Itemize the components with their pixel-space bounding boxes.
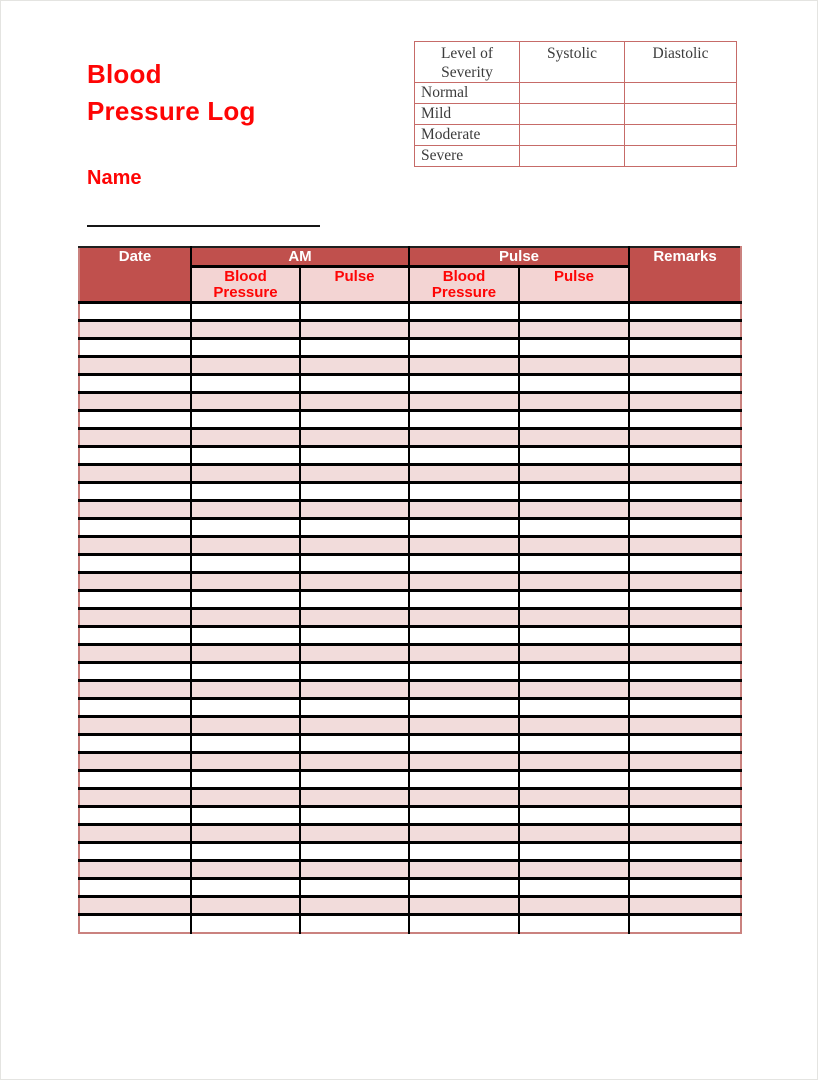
- log-cell: [79, 645, 191, 663]
- log-cell: [409, 879, 519, 897]
- log-subheader-blood-pressure-1: Blood Pressure: [191, 267, 300, 303]
- log-cell: [629, 393, 741, 411]
- log-row: [79, 537, 741, 555]
- severity-systolic-cell: [520, 146, 625, 167]
- log-cell: [409, 303, 519, 321]
- log-cell: [300, 789, 409, 807]
- log-row: [79, 915, 741, 933]
- severity-header-diastolic: Diastolic: [625, 42, 737, 83]
- log-cell: [519, 627, 629, 645]
- log-cell: [629, 681, 741, 699]
- log-cell: [629, 411, 741, 429]
- log-row: [79, 789, 741, 807]
- log-cell: [191, 861, 300, 879]
- log-cell: [79, 555, 191, 573]
- log-cell: [519, 915, 629, 933]
- page-title-line2: Pressure Log: [87, 96, 256, 126]
- log-subheader-blood-pressure-2: Blood Pressure: [409, 267, 519, 303]
- log-cell: [629, 483, 741, 501]
- log-cell: [191, 645, 300, 663]
- log-cell: [300, 375, 409, 393]
- log-cell: [409, 591, 519, 609]
- log-row: [79, 591, 741, 609]
- log-cell: [519, 393, 629, 411]
- log-cell: [79, 447, 191, 465]
- log-cell: [409, 375, 519, 393]
- log-cell: [300, 483, 409, 501]
- log-cell: [409, 555, 519, 573]
- log-cell: [79, 609, 191, 627]
- log-cell: [191, 789, 300, 807]
- log-cell: [519, 411, 629, 429]
- log-cell: [191, 807, 300, 825]
- log-cell: [409, 699, 519, 717]
- log-cell: [79, 393, 191, 411]
- log-cell: [409, 573, 519, 591]
- log-cell: [519, 375, 629, 393]
- log-cell: [519, 501, 629, 519]
- log-cell: [409, 735, 519, 753]
- log-cell: [191, 573, 300, 591]
- log-row: [79, 321, 741, 339]
- log-cell: [79, 591, 191, 609]
- log-row: [79, 843, 741, 861]
- log-cell: [519, 897, 629, 915]
- log-cell: [629, 429, 741, 447]
- log-cell: [79, 897, 191, 915]
- log-row: [79, 375, 741, 393]
- log-cell: [300, 573, 409, 591]
- log-cell: [629, 321, 741, 339]
- log-cell: [300, 501, 409, 519]
- log-cell: [79, 501, 191, 519]
- log-cell: [191, 699, 300, 717]
- log-cell: [409, 861, 519, 879]
- log-cell: [300, 753, 409, 771]
- severity-systolic-cell: [520, 125, 625, 146]
- log-row: [79, 753, 741, 771]
- log-cell: [191, 609, 300, 627]
- log-row: [79, 339, 741, 357]
- log-cell: [629, 303, 741, 321]
- log-row: [79, 861, 741, 879]
- log-cell: [519, 753, 629, 771]
- log-row: [79, 609, 741, 627]
- log-row: [79, 519, 741, 537]
- log-row: [79, 303, 741, 321]
- log-cell: [191, 915, 300, 933]
- severity-row-moderate: [415, 125, 737, 146]
- log-cell: [79, 375, 191, 393]
- log-cell: [629, 663, 741, 681]
- log-cell: [191, 393, 300, 411]
- log-cell: [519, 789, 629, 807]
- log-row: [79, 573, 741, 591]
- log-cell: [79, 699, 191, 717]
- log-cell: [191, 375, 300, 393]
- log-cell: [79, 771, 191, 789]
- log-cell: [409, 339, 519, 357]
- severity-header-level: Level of Severity: [415, 42, 520, 83]
- log-cell: [519, 663, 629, 681]
- log-cell: [629, 519, 741, 537]
- log-cell: [629, 375, 741, 393]
- log-cell: [409, 663, 519, 681]
- log-cell: [629, 645, 741, 663]
- log-cell: [191, 483, 300, 501]
- log-cell: [79, 789, 191, 807]
- log-cell: [79, 663, 191, 681]
- log-cell: [629, 825, 741, 843]
- log-cell: [191, 627, 300, 645]
- log-table: [78, 246, 742, 934]
- log-cell: [409, 843, 519, 861]
- log-cell: [629, 753, 741, 771]
- log-cell: [409, 357, 519, 375]
- log-cell: [191, 501, 300, 519]
- log-cell: [409, 447, 519, 465]
- log-table-body: [79, 303, 741, 933]
- log-cell: [191, 735, 300, 753]
- log-cell: [79, 843, 191, 861]
- log-cell: [191, 879, 300, 897]
- log-cell: [519, 591, 629, 609]
- log-cell: [191, 843, 300, 861]
- log-cell: [519, 609, 629, 627]
- log-cell: [629, 879, 741, 897]
- log-header-date: Date: [79, 247, 191, 303]
- severity-systolic-cell: [520, 83, 625, 104]
- log-row: [79, 357, 741, 375]
- log-cell: [300, 879, 409, 897]
- log-cell: [79, 915, 191, 933]
- log-cell: [409, 537, 519, 555]
- log-cell: [629, 699, 741, 717]
- log-cell: [79, 465, 191, 483]
- log-cell: [300, 411, 409, 429]
- log-cell: [629, 717, 741, 735]
- log-cell: [300, 447, 409, 465]
- log-cell: [300, 915, 409, 933]
- log-cell: [300, 627, 409, 645]
- log-row: [79, 411, 741, 429]
- log-header-group-row: [79, 247, 741, 267]
- log-cell: [519, 447, 629, 465]
- log-cell: [629, 537, 741, 555]
- log-cell: [191, 537, 300, 555]
- log-cell: [629, 465, 741, 483]
- log-cell: [79, 357, 191, 375]
- log-cell: [191, 465, 300, 483]
- severity-header-systolic: Systolic: [520, 42, 625, 83]
- log-cell: [409, 825, 519, 843]
- log-cell: [79, 519, 191, 537]
- log-cell: [191, 555, 300, 573]
- log-cell: [300, 717, 409, 735]
- log-cell: [629, 627, 741, 645]
- log-row: [79, 699, 741, 717]
- log-cell: [79, 681, 191, 699]
- log-cell: [79, 753, 191, 771]
- log-cell: [519, 573, 629, 591]
- log-cell: [629, 555, 741, 573]
- log-cell: [409, 717, 519, 735]
- log-cell: [629, 447, 741, 465]
- severity-level-label: Mild: [415, 104, 520, 125]
- log-cell: [519, 429, 629, 447]
- severity-systolic-cell: [520, 104, 625, 125]
- log-cell: [629, 771, 741, 789]
- severity-level-label: Moderate: [415, 125, 520, 146]
- log-cell: [519, 861, 629, 879]
- log-cell: [191, 591, 300, 609]
- log-cell: [300, 357, 409, 375]
- log-cell: [300, 663, 409, 681]
- log-row: [79, 897, 741, 915]
- log-row: [79, 483, 741, 501]
- log-cell: [191, 771, 300, 789]
- log-cell: [629, 843, 741, 861]
- log-cell: [79, 807, 191, 825]
- log-cell: [629, 609, 741, 627]
- log-cell: [409, 807, 519, 825]
- log-row: [79, 681, 741, 699]
- log-row: [79, 879, 741, 897]
- log-row: [79, 555, 741, 573]
- log-cell: [519, 339, 629, 357]
- log-row: [79, 807, 741, 825]
- log-cell: [191, 663, 300, 681]
- log-cell: [79, 717, 191, 735]
- log-row: [79, 501, 741, 519]
- log-cell: [519, 681, 629, 699]
- log-cell: [300, 555, 409, 573]
- severity-diastolic-cell: [625, 104, 737, 125]
- log-cell: [300, 807, 409, 825]
- log-cell: [409, 501, 519, 519]
- log-cell: [79, 537, 191, 555]
- log-cell: [409, 897, 519, 915]
- log-row: [79, 429, 741, 447]
- log-row: [79, 825, 741, 843]
- log-row: [79, 447, 741, 465]
- log-cell: [79, 825, 191, 843]
- log-row: [79, 717, 741, 735]
- log-cell: [300, 537, 409, 555]
- log-cell: [519, 321, 629, 339]
- log-cell: [629, 897, 741, 915]
- log-cell: [409, 753, 519, 771]
- log-cell: [191, 303, 300, 321]
- log-header-remarks: Remarks: [629, 247, 741, 303]
- log-cell: [629, 789, 741, 807]
- log-cell: [191, 519, 300, 537]
- log-cell: [519, 357, 629, 375]
- severity-row-mild: [415, 104, 737, 125]
- log-cell: [409, 771, 519, 789]
- log-cell: [191, 753, 300, 771]
- log-cell: [519, 807, 629, 825]
- log-cell: [519, 645, 629, 663]
- log-cell: [519, 717, 629, 735]
- severity-diastolic-cell: [625, 83, 737, 104]
- log-cell: [191, 897, 300, 915]
- log-cell: [409, 321, 519, 339]
- log-cell: [519, 825, 629, 843]
- log-subheader-pulse-2: Pulse: [519, 267, 629, 303]
- log-cell: [409, 411, 519, 429]
- log-cell: [519, 879, 629, 897]
- log-cell: [79, 627, 191, 645]
- log-cell: [409, 681, 519, 699]
- log-cell: [300, 609, 409, 627]
- log-row: [79, 393, 741, 411]
- log-row: [79, 771, 741, 789]
- log-cell: [79, 483, 191, 501]
- log-cell: [191, 321, 300, 339]
- log-cell: [79, 411, 191, 429]
- log-cell: [191, 411, 300, 429]
- severity-diastolic-cell: [625, 125, 737, 146]
- log-cell: [519, 519, 629, 537]
- log-cell: [519, 735, 629, 753]
- log-cell: [409, 393, 519, 411]
- log-cell: [300, 645, 409, 663]
- log-cell: [409, 609, 519, 627]
- log-cell: [300, 465, 409, 483]
- log-cell: [300, 699, 409, 717]
- log-cell: [409, 645, 519, 663]
- log-cell: [79, 573, 191, 591]
- log-cell: [300, 321, 409, 339]
- log-cell: [300, 339, 409, 357]
- log-cell: [519, 699, 629, 717]
- log-header-pulse-group: Pulse: [409, 247, 629, 267]
- log-cell: [629, 339, 741, 357]
- log-cell: [300, 303, 409, 321]
- severity-row-normal: [415, 83, 737, 104]
- log-cell: [519, 465, 629, 483]
- log-row: [79, 627, 741, 645]
- log-cell: [629, 861, 741, 879]
- severity-header-row: [415, 42, 737, 83]
- log-cell: [79, 321, 191, 339]
- log-cell: [519, 303, 629, 321]
- log-cell: [409, 915, 519, 933]
- log-row: [79, 663, 741, 681]
- log-row: [79, 645, 741, 663]
- log-cell: [191, 717, 300, 735]
- log-cell: [409, 429, 519, 447]
- log-cell: [519, 771, 629, 789]
- log-cell: [191, 339, 300, 357]
- log-cell: [300, 843, 409, 861]
- log-cell: [300, 591, 409, 609]
- log-cell: [191, 429, 300, 447]
- log-cell: [191, 825, 300, 843]
- log-cell: [191, 447, 300, 465]
- log-cell: [409, 465, 519, 483]
- log-cell: [629, 591, 741, 609]
- log-cell: [519, 483, 629, 501]
- log-cell: [300, 861, 409, 879]
- log-row: [79, 465, 741, 483]
- severity-level-label: Normal: [415, 83, 520, 104]
- log-cell: [409, 789, 519, 807]
- page-title-line1: Blood: [87, 59, 162, 89]
- log-cell: [629, 807, 741, 825]
- log-cell: [191, 681, 300, 699]
- log-cell: [629, 573, 741, 591]
- log-cell: [79, 429, 191, 447]
- log-cell: [629, 357, 741, 375]
- log-cell: [409, 483, 519, 501]
- log-header-am-group: AM: [191, 247, 409, 267]
- name-fill-line: [87, 207, 320, 227]
- log-cell: [519, 537, 629, 555]
- log-cell: [409, 519, 519, 537]
- log-cell: [300, 735, 409, 753]
- log-cell: [629, 915, 741, 933]
- log-cell: [191, 357, 300, 375]
- page-title: [87, 56, 256, 130]
- log-cell: [629, 501, 741, 519]
- log-cell: [79, 339, 191, 357]
- severity-level-label: Severe: [415, 146, 520, 167]
- severity-reference-table: [414, 41, 737, 167]
- log-cell: [79, 861, 191, 879]
- log-cell: [300, 519, 409, 537]
- log-cell: [79, 879, 191, 897]
- log-row: [79, 735, 741, 753]
- severity-row-severe: [415, 146, 737, 167]
- log-cell: [519, 555, 629, 573]
- log-cell: [300, 897, 409, 915]
- log-cell: [300, 393, 409, 411]
- log-cell: [300, 681, 409, 699]
- log-cell: [300, 825, 409, 843]
- severity-diastolic-cell: [625, 146, 737, 167]
- log-cell: [300, 429, 409, 447]
- name-label: Name: [87, 167, 142, 189]
- log-cell: [409, 627, 519, 645]
- log-subheader-pulse-1: Pulse: [300, 267, 409, 303]
- log-cell: [519, 843, 629, 861]
- log-cell: [79, 303, 191, 321]
- log-cell: [79, 735, 191, 753]
- log-cell: [629, 735, 741, 753]
- log-cell: [300, 771, 409, 789]
